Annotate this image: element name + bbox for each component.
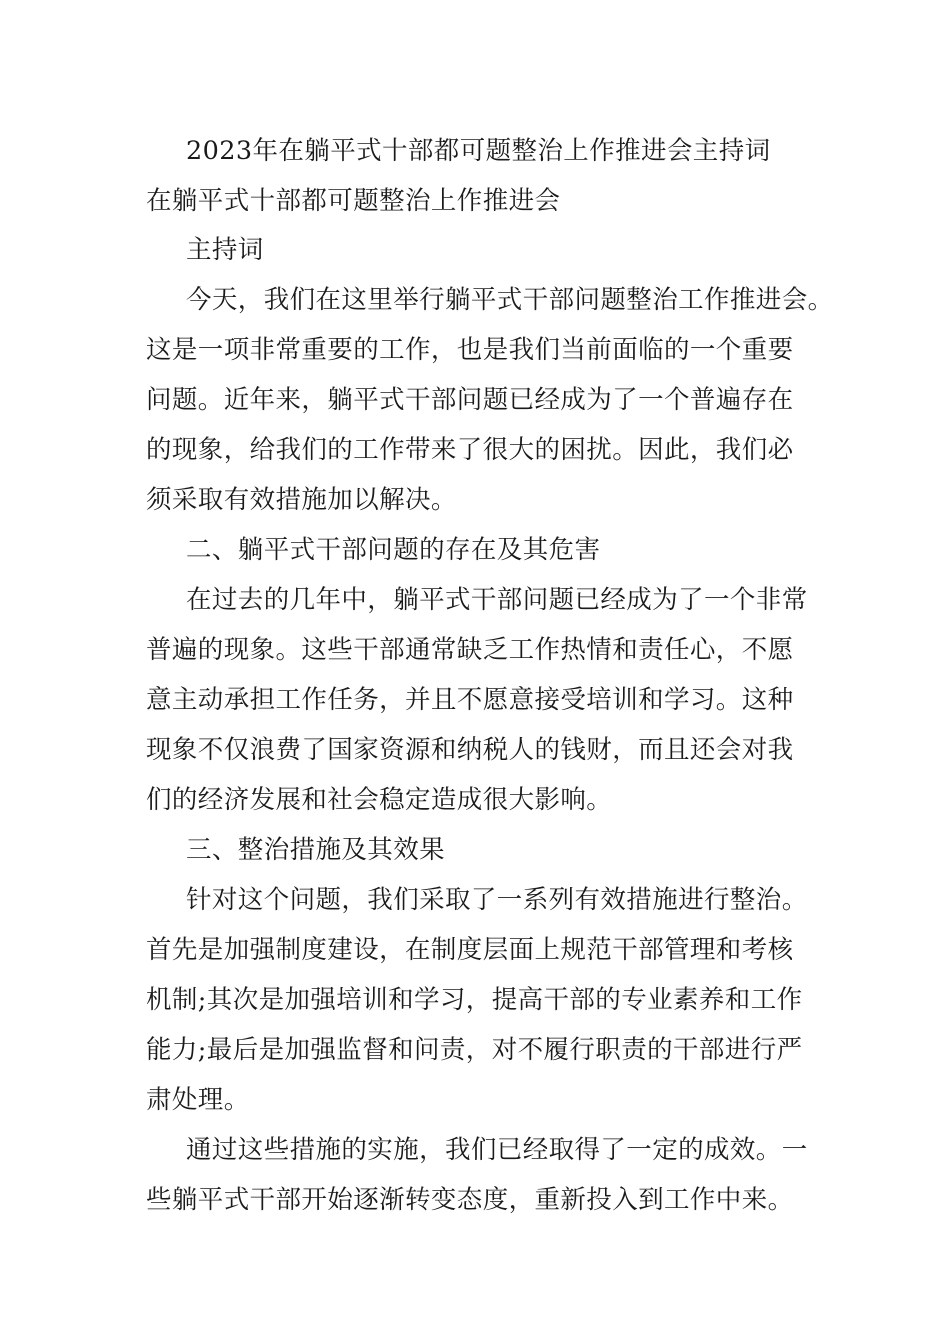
paragraph-3-line-5: 肃处理。	[146, 1085, 250, 1115]
paragraph-2-line-5: 们的经济发展和社会稳定造成很大影响。	[146, 785, 613, 815]
paragraph-1-line-1: 今天，我们在这里举行躺平式干部问题整治工作推进会。	[186, 285, 834, 315]
document-subtitle-2: 主持词	[186, 235, 264, 265]
paragraph-3-line-1: 针对这个问题，我们采取了一系列有效措施进行整治。	[186, 885, 808, 915]
paragraph-1-line-4: 的现象，给我们的工作带来了很大的困扰。因此，我们必	[146, 435, 794, 465]
document-title: 2023年在躺平式十部都可题整治上作推进会主持词	[186, 136, 771, 166]
section-heading-2: 二、躺平式干部问题的存在及其危害	[186, 535, 601, 565]
paragraph-3-line-3: 机制;其次是加强培训和学习，提高干部的专业素养和工作	[146, 985, 803, 1015]
paragraph-4-line-2: 些躺平式干部开始逐渐转变态度，重新投入到工作中来。	[146, 1185, 794, 1215]
paragraph-2-line-4: 现象不仅浪费了国家资源和纳税人的钱财，而且还会对我	[146, 735, 794, 765]
paragraph-3-line-2: 首先是加强制度建设，在制度层面上规范干部管理和考核	[146, 935, 794, 965]
paragraph-1-line-2: 这是一项非常重要的工作，也是我们当前面临的一个重要	[146, 335, 794, 365]
paragraph-2-line-3: 意主动承担工作任务，并且不愿意接受培训和学习。这种	[146, 685, 794, 715]
paragraph-1-line-3: 问题。近年来，躺平式干部问题已经成为了一个普遍存在	[146, 385, 794, 415]
paragraph-3-line-4: 能力;最后是加强监督和问责，对不履行职责的干部进行严	[146, 1035, 803, 1065]
paragraph-2-line-1: 在过去的几年中，躺平式干部问题已经成为了一个非常	[186, 585, 808, 615]
section-heading-3: 三、整治措施及其效果	[186, 835, 446, 865]
paragraph-4-line-1: 通过这些措施的实施，我们已经取得了一定的成效。一	[186, 1135, 808, 1165]
paragraph-2-line-2: 普遍的现象。这些干部通常缺乏工作热情和责任心，不愿	[146, 635, 794, 665]
paragraph-1-line-5: 须采取有效措施加以解决。	[146, 485, 457, 515]
document-subtitle: 在躺平式十部都可题整治上作推进会	[146, 186, 561, 216]
